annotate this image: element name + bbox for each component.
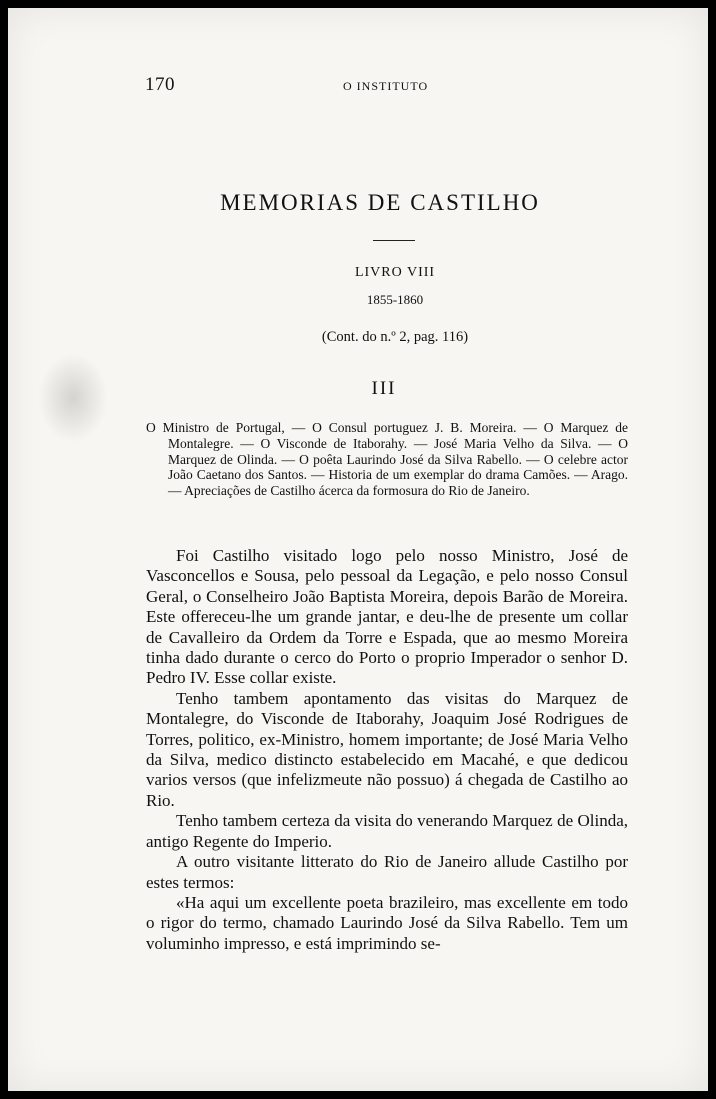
paragraph: «Ha aqui um excellente poeta brazileiro, mas excellente em todo o rigor do termo, chamado Laurindo José da Silva Rabello. Tem um voluminho impresso, e está imprimindo se- bbox=[146, 892, 628, 953]
paragraph: Foi Castilho visitado logo pelo nosso Ministro, José de Vasconcellos e Sousa, pelo pessoal da Legação, e pelo nosso Consul Geral, o Conselheiro João Baptista Moreira, depois Barão de Moreira. Este offereceu-lhe um grande jantar, e deu-lhe de presente um collar de Cavalleiro da Ordem da Torre e Espada, que ao mesmo Moreira tinha dado durante o cerco do Porto o proprio Imperador o senhor D. Pedro IV. Esse collar existe. bbox=[146, 546, 628, 688]
paragraph: Tenho tambem apontamento das visitas do Marquez de Montalegre, do Visconde de Itaborahy, Joaquim José Rodrigues de Torres, politico, ex-Ministro, homem importante; de José Maria Velho da Silva, medico distincto estabelecido em Macahé, e que dedicou varios versos (que infelizmeute não possuo) á chegada de Castilho ao Rio. bbox=[146, 688, 628, 810]
article-title: MEMORIAS DE CASTILHO bbox=[220, 190, 540, 215]
year-range: 1855-1860 bbox=[366, 292, 424, 307]
title-rule bbox=[373, 240, 415, 241]
running-title: O INSTITUTO bbox=[343, 79, 429, 93]
chapter-number: III bbox=[371, 378, 397, 399]
paragraph: A outro visitante litterato do Rio de Janeiro allude Castilho por estes termos: bbox=[146, 852, 628, 892]
continuation-note: (Cont. do n.º 2, pag. 116) bbox=[321, 329, 469, 345]
chapter-summary: O Ministro de Portugal, — O Consul portuguez J. B. Moreira. — O Marquez de Montalegre. — O Visconde de Itaborahy. — José Maria Velho da Silva. — O Marquez de Olinda. — O poêta Laurindo José da Silva Rabello. — O celebre actor João Caetano dos Santos. — Historia de um exemplar do drama Camões. — Arago. — Apreciações de Castilho ácerca da formosura do Rio de Janeiro. bbox=[146, 420, 628, 499]
page-number: 170 bbox=[145, 74, 175, 95]
body-text bbox=[146, 546, 628, 954]
book-number: LIVRO VIII bbox=[354, 265, 436, 280]
paragraph: Tenho tambem certeza da visita do venerando Marquez de Olinda, antigo Regente do Imperio. bbox=[146, 811, 628, 851]
